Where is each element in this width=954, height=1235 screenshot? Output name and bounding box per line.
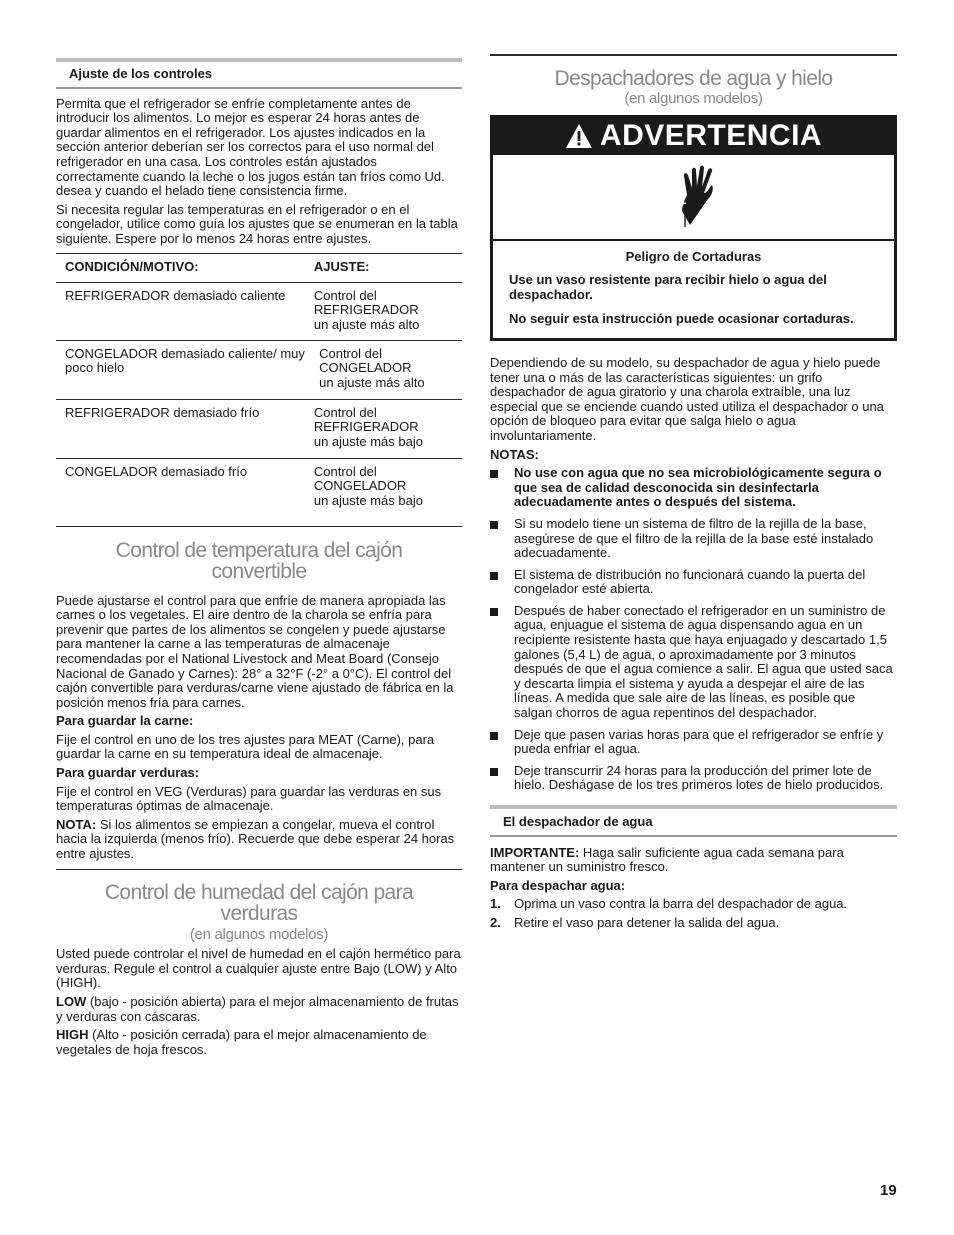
notas-label: NOTAS:: [490, 446, 539, 462]
warning-line: Use un vaso resistente para recibir hielo o agua del despachador.: [509, 272, 827, 302]
list-item: El sistema de distribución no funcionará cuando la puerta del congelador esté abierta.: [490, 568, 897, 597]
divider: [490, 835, 897, 837]
dispenser-intro: Dependiendo de su modelo, su despachador de agua y hielo puede tener una o más de las características siguientes: un grifo despachador de agua giratorio y una charola extraíble, una luz especial que se enciende cuando usted utiliza el despachador o una opción de bloqueo para evitar que salga hielo o agua involuntariamente.: [490, 354, 884, 443]
list-item: Después de haber conectado el refrigerador en un suministro de agua, enjuague el sistema de agua dispensando agua en un recipiente resistente hasta que haya enjuagado y descartado 1,5 galones (5,4 L) de agua, o aproximadamente por 3 minutos después de que el agua comience a salir. El agua que usted saca y descarta limpia el sistema y ayuda a despejar el aire de las líneas. A medida que sale aire de las líneas, es posible que salgan chorros de agua repentinos del despachador.: [490, 604, 897, 721]
table-row: [56, 282, 462, 340]
divider: [56, 869, 462, 870]
table-row: [56, 458, 462, 526]
ajuste-heading: Ajuste de los controles: [69, 66, 213, 81]
dispenser-title: Despachadores de agua y hielo: [554, 67, 833, 90]
table-cell: Control del REFRIGERADOR un ajuste más alto: [313, 287, 420, 332]
warning-title: ADVERTENCIA: [599, 118, 823, 152]
despachar-label: Para despachar agua:: [490, 877, 626, 893]
hum-paragraph: Usted puede controlar el nivel de humedad en el cajón hermético para verduras. Regule el control a cualquier ajuste entre Bajo (LOW) y Alto (HIGH).: [56, 946, 461, 991]
list-item: Deje transcurrir 24 horas para la producción del primer lote de hielo. Deshágase de los tres primeros lotes de hielo producidos.: [490, 764, 897, 793]
table-cell: REFRIGERADOR demasiado caliente: [65, 287, 286, 303]
settings-table: [56, 253, 462, 527]
agua-heading: El despachador de agua: [503, 814, 653, 829]
table-header-cell: CONDICIÓN/MOTIVO:: [65, 258, 199, 274]
page-number: 19: [880, 1182, 897, 1199]
ajuste-paragraph: Permita que el refrigerador se enfríe completamente antes de introducir los alimentos. Lo mejor es esperar 24 horas antes de guardar alimentos en el refrigerador. Los ajustes indicados en la sección anterior deberían ser los correctos para el uso normal del refrigerador en una casa. Los controles están ajustados correctamente cuando la leche o los jugos están tan fríos como Ud. desea y cuando el helado tiene consistencia firme.: [56, 95, 445, 199]
dispenser-subtitle: (en algunos modelos): [624, 90, 763, 107]
divider: [490, 54, 897, 56]
table-cell: Control del CONGELADOR un ajuste más alto: [319, 345, 425, 390]
importante-paragraph: IMPORTANTE: Haga salir suficiente agua cada semana para mantener un suministro fresco.: [490, 844, 844, 875]
list-item: No use con agua que no sea microbiológicamente segura o que sea de calidad desconocida sin desinfectarla adecuadamente antes o después del sistema.: [490, 466, 897, 510]
verduras-text: Fije el control en VEG (Verduras) para guardar las verduras en sus temperaturas óptimas de almacenaje.: [56, 783, 442, 814]
low-paragraph: LOW (bajo - posición abierta) para el mejor almacenamiento de frutas y verduras con cáscaras.: [56, 994, 459, 1024]
carne-text: Fije el control en uno de los tres ajustes para MEAT (Carne), para guardar la carne en su temperatura ideal de almacenaje.: [56, 731, 435, 762]
nota-paragraph: NOTA: Si los alimentos se empiezan a congelar, mueva el control hacia la izquierda (menos frío). Recuerde que debe esperar 24 horas entre ajustes.: [56, 816, 455, 862]
list-item: 1. Oprima un vaso contra la barra del despachador de agua.: [490, 896, 848, 912]
conv-title: Control de temperatura del cajón convertible: [115, 538, 403, 583]
notes-list: [490, 466, 897, 793]
carne-label: Para guardar la carne:: [56, 713, 194, 729]
conv-paragraph: Puede ajustarse el control para que enfríe de manera apropiada las carnes o los vegetales. El aire dentro de la charola se enfría para prevenir que partes de los alimentos se congelen y puede ajustarse para mantener la carne a las temperaturas de almacenaje recomendadas por el National Livestock and Meat Board (Consejo Nacional de Ganado y Carnes): 28° a 32°F (-2° a 0°C). El control del cajón convertible para verduras/carne viene ajustado de fábrica en la posición menos fría para carnes.: [56, 592, 454, 710]
table-header-cell: AJUSTE:: [313, 258, 370, 274]
hum-subtitle: (en algunos modelos): [189, 925, 329, 943]
hazard-title: Peligro de Cortaduras: [625, 248, 762, 264]
table-cell: REFRIGERADOR demasiado frío: [65, 404, 260, 420]
table-cell: CONGELADOR demasiado caliente/ muy poco hielo: [65, 345, 305, 376]
hum-title: Control de humedad del cajón para verduras: [104, 880, 414, 925]
warning-picture: [493, 155, 894, 241]
steps-list: [490, 897, 897, 930]
warning-box: [490, 115, 897, 341]
list-item: Si su modelo tiene un sistema de filtro de la rejilla de la base, asegúrese de que el filtro de la rejilla de la base esté instalado adecuadamente.: [490, 517, 897, 561]
divider: [56, 87, 462, 89]
warning-line: No seguir esta instrucción puede ocasionar cortaduras.: [509, 311, 854, 327]
table-cell: Control del REFRIGERADOR un ajuste más bajo: [313, 404, 423, 449]
warning-body: [493, 241, 894, 338]
table-row: [56, 399, 462, 458]
table-row: [56, 340, 462, 399]
table-header: [56, 254, 462, 282]
cut-hand-icon: [668, 165, 720, 229]
left-column: [56, 0, 462, 1057]
verduras-label: Para guardar verduras:: [56, 765, 200, 781]
ajuste-paragraph: Si necesita regular las temperaturas en el refrigerador o en el congelador, utilice como guía los ajustes que se enumeran en la tabla siguiente. Espere por lo menos 24 horas entre ajustes.: [56, 201, 458, 246]
warning-title-bar: [493, 118, 894, 155]
table-cell: Control del CONGELADOR un ajuste más bajo: [313, 463, 423, 508]
list-item: Deje que pasen varias horas para que el refrigerador se enfríe y pueda enfriar el agua.: [490, 728, 897, 757]
table-cell: CONGELADOR demasiado frío: [65, 463, 248, 479]
list-item: 2. Retire el vaso para detener la salida del agua.: [490, 914, 780, 930]
warning-triangle-icon: [565, 123, 593, 149]
high-paragraph: HIGH (Alto - posición cerrada) para el mejor almacenamiento de vegetales de hoja frescos.: [56, 1027, 427, 1057]
right-column: [490, 0, 897, 931]
